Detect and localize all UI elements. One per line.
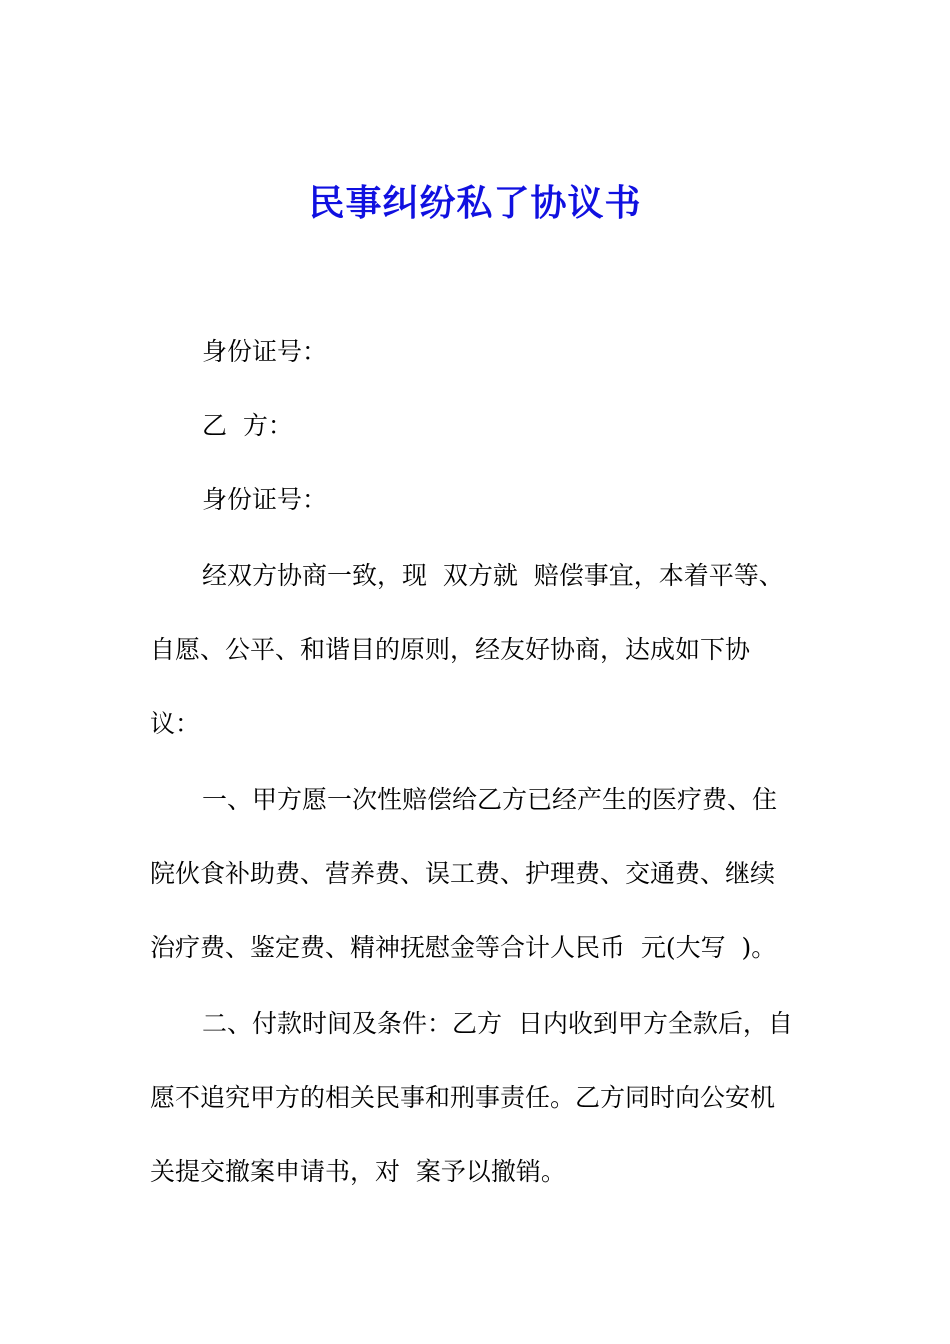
clause-1-line-1: 一、甲方愿一次性赔偿给乙方已经产生的医疗费、住: [202, 785, 778, 814]
id-number-line-party-b: 身份证号：: [202, 485, 328, 514]
document-title: 民事纠纷私了协议书: [308, 182, 642, 224]
clause-2-line-3: 关提交撤案申请书，对 案予以撤销。: [150, 1157, 566, 1186]
id-number-line-party-a: 身份证号：: [202, 337, 328, 366]
preamble-line-1: 经双方协商一致，现 双方就 赔偿事宜，本着平等、: [202, 561, 784, 590]
preamble-line-3: 议：: [150, 709, 201, 738]
clause-1-line-2: 院伙食补助费、营养费、误工费、护理费、交通费、继续: [150, 859, 776, 888]
preamble-line-2: 自愿、公平、和谐目的原则，经友好协商，达成如下协: [150, 635, 751, 664]
clause-2-line-1: 二、付款时间及条件：乙方 日内收到甲方全款后，自: [202, 1009, 793, 1038]
clause-1-line-3: 治疗费、鉴定费、精神抚慰金等合计人民币 元(大写 )。: [150, 933, 777, 962]
clause-2-line-2: 愿不追究甲方的相关民事和刑事责任。乙方同时向公安机: [150, 1083, 776, 1112]
party-b-line: 乙 方：: [202, 411, 293, 440]
